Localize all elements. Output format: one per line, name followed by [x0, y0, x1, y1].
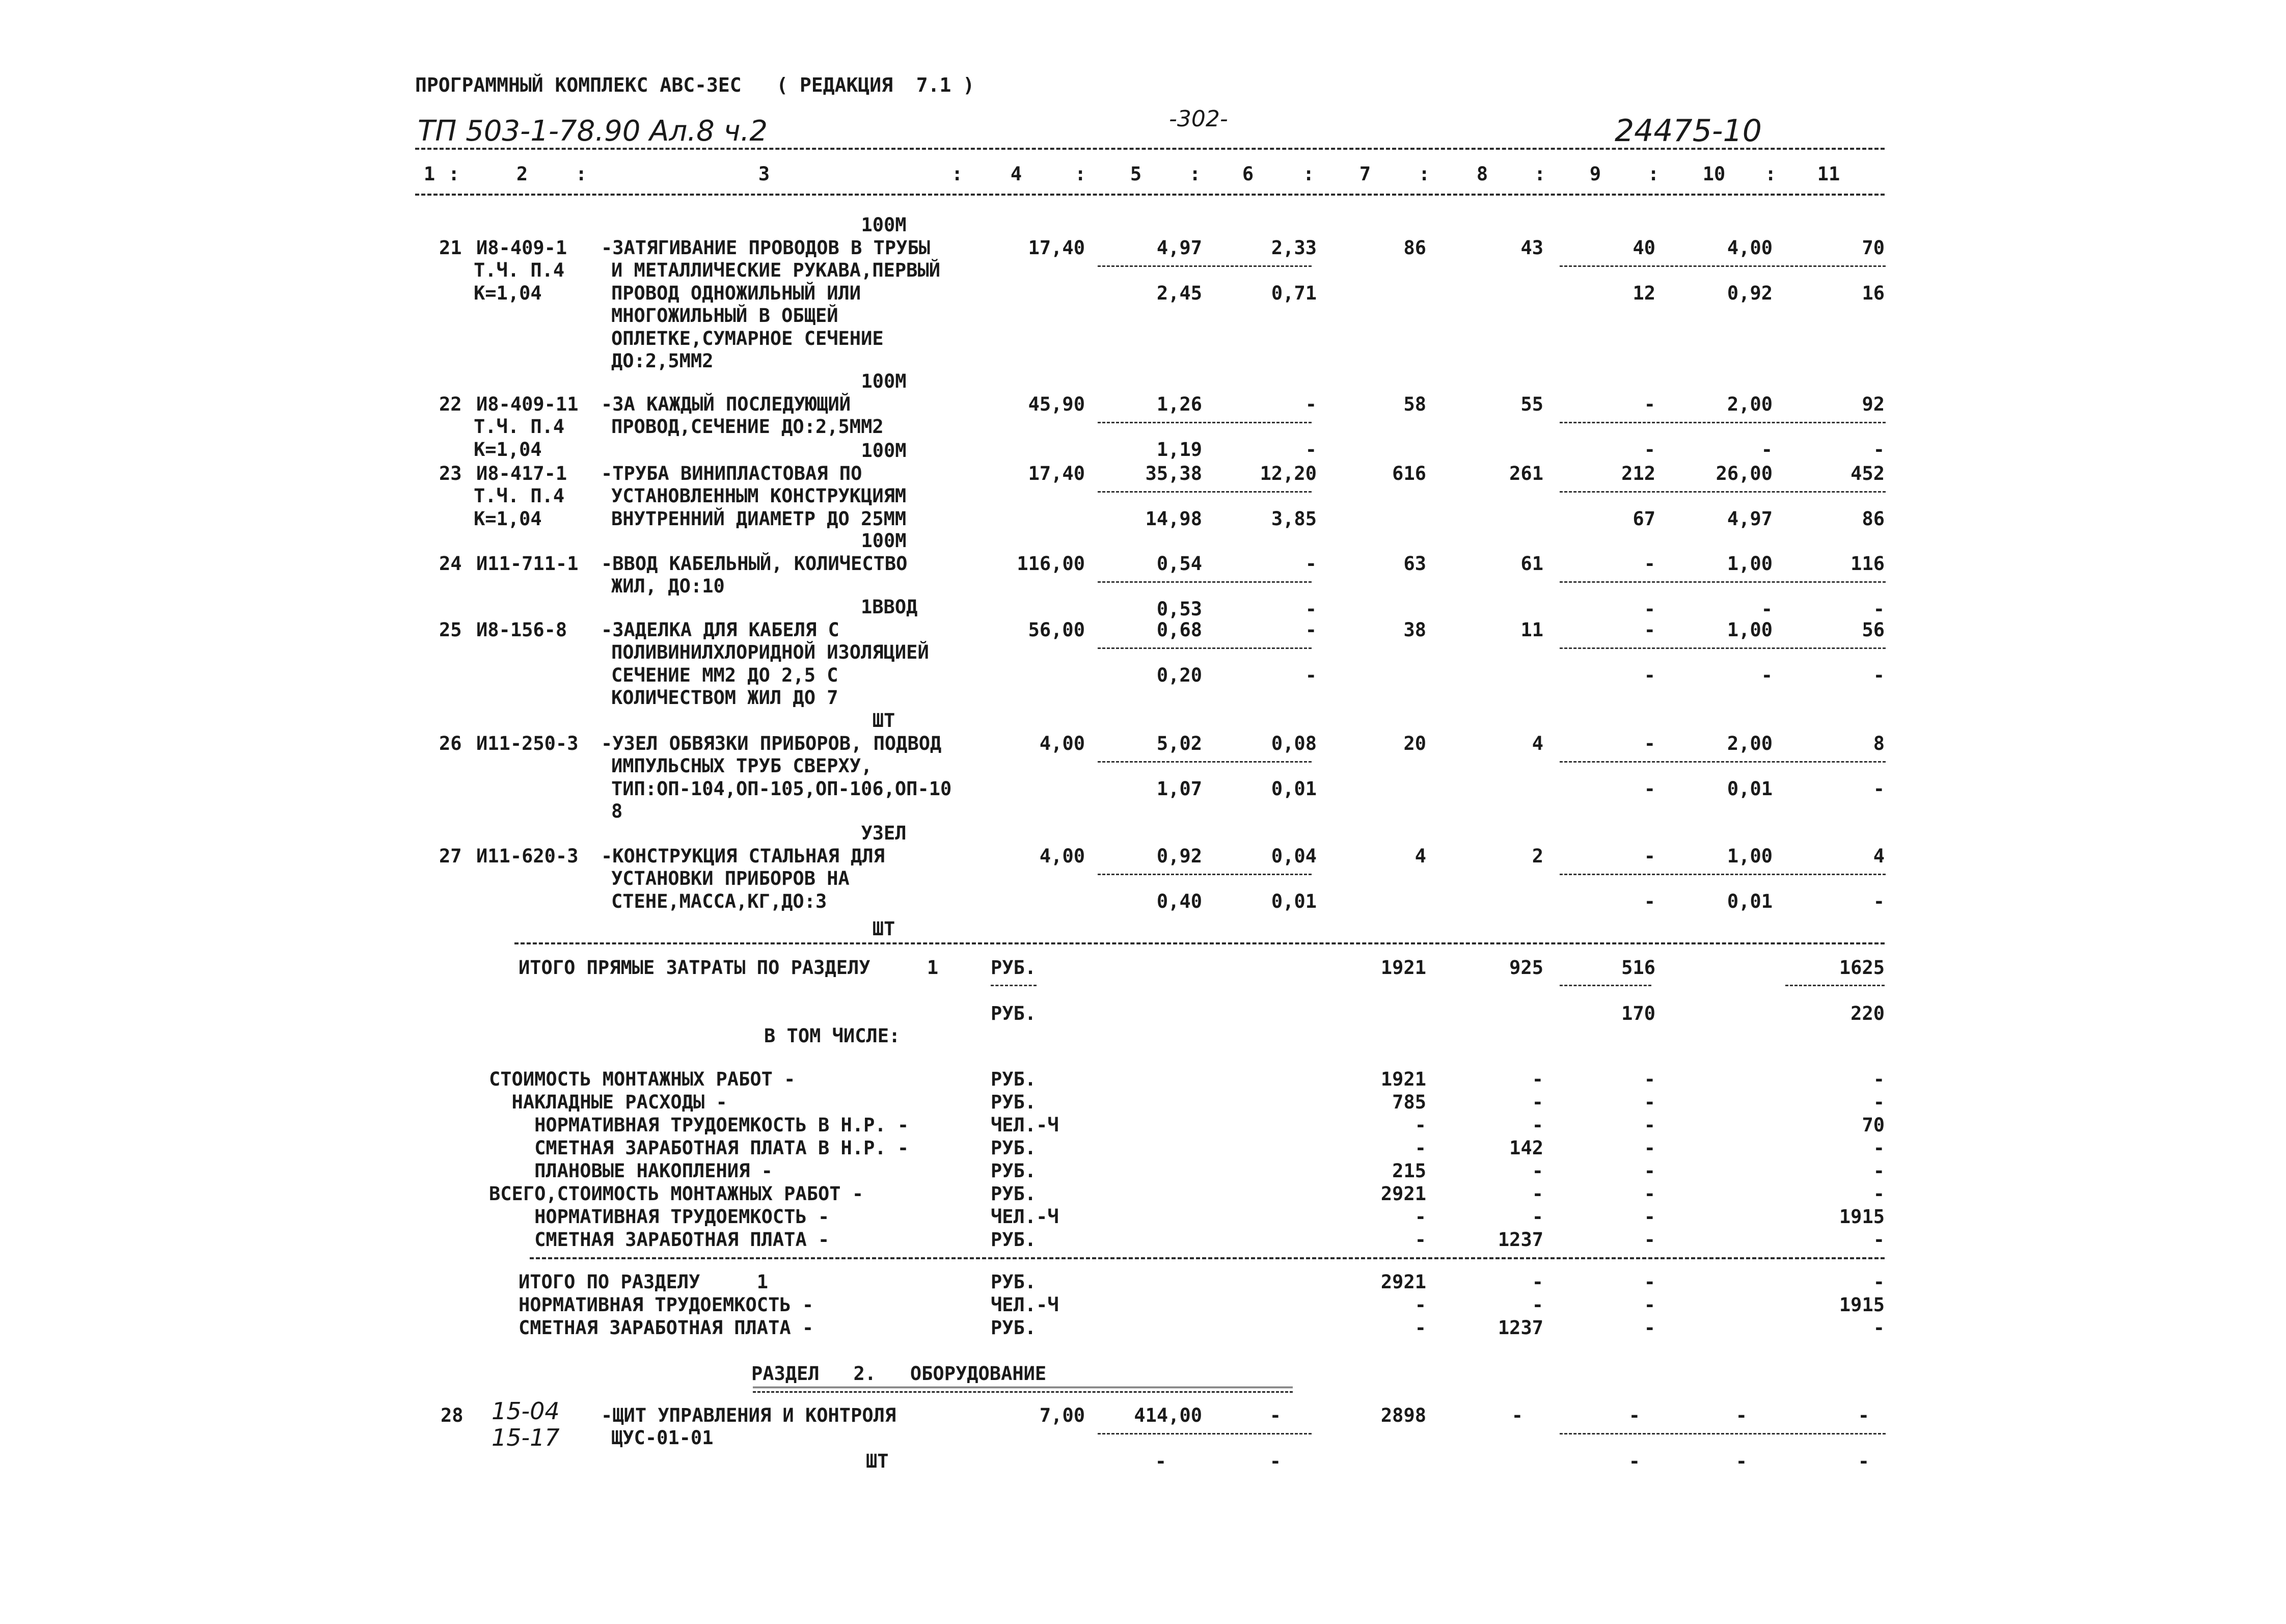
row-col11-b: - [1873, 664, 1885, 686]
row-unit: 1ВВОД [861, 596, 918, 618]
row-col6-b: - [1305, 598, 1317, 620]
col-header: 2 [516, 163, 528, 185]
col-separator: : [1765, 163, 1777, 185]
row-col5: 0,68 [1156, 618, 1202, 641]
row-col7: 2898 [1380, 1404, 1426, 1426]
summary-col11: - [1873, 1271, 1885, 1293]
summary-col8: - [1532, 1114, 1543, 1136]
summary-col9: - [1644, 1294, 1655, 1316]
col-separator: : [951, 163, 963, 185]
cell-rule [1098, 422, 1312, 423]
row-col10-b: - [1735, 1450, 1747, 1472]
row-unit: УЗЕЛ [861, 822, 907, 844]
row-col5: 1,26 [1156, 393, 1202, 415]
row-number: 26 [439, 732, 462, 754]
col-separator: : [1189, 163, 1201, 185]
row-col9: 212 [1621, 462, 1655, 484]
row-col5: 414,00 [1134, 1404, 1202, 1426]
row-code: И11-250-3 [476, 732, 579, 754]
col-separator: : [1648, 163, 1659, 185]
row-col8: 11 [1520, 618, 1543, 641]
cell-rule [1560, 422, 1886, 423]
header-rule [415, 148, 1885, 150]
row-col9-b: - [1628, 1450, 1640, 1472]
row-col7: 616 [1392, 462, 1426, 484]
summary-col11: 1915 [1839, 1206, 1885, 1228]
row-col4: 4,00 [1039, 732, 1085, 754]
summary-col9: - [1644, 1317, 1655, 1339]
row-desc-line: 8 [611, 800, 623, 822]
row-desc-line: -ТРУБА ВИНИПЛАСТОВАЯ ПО [601, 462, 862, 484]
summary-col7: - [1414, 1137, 1426, 1159]
summary-col7: - [1414, 1294, 1426, 1316]
itogo-col11: 1625 [1839, 957, 1885, 979]
summary-col9: - [1644, 1137, 1655, 1159]
cell-rule [1560, 491, 1886, 493]
cell-rule [1098, 265, 1312, 267]
row-col9: 40 [1632, 236, 1655, 259]
row-col8: 2 [1532, 845, 1543, 867]
row-col4: 45,90 [1028, 393, 1085, 415]
summary-col11: - [1873, 1068, 1885, 1090]
row-number: 28 [441, 1404, 464, 1426]
summary-col9: - [1644, 1183, 1655, 1205]
summary-col8: - [1532, 1068, 1543, 1090]
row-desc-line: ВНУТРЕННИЙ ДИАМЕТР ДО 25ММ [611, 507, 907, 530]
summary-col11: 1915 [1839, 1294, 1885, 1316]
row-code: И8-409-11 [476, 393, 579, 415]
summary-col8: 1237 [1498, 1317, 1543, 1339]
row-code-sub: К=1,04 [474, 282, 542, 304]
summary-col11: - [1873, 1229, 1885, 1251]
row-col6: - [1305, 618, 1317, 641]
row-desc-line: -ВВОД КАБЕЛЬНЫЙ, КОЛИЧЕСТВО [601, 552, 908, 575]
summary-col9: - [1644, 1114, 1655, 1136]
col-header: 5 [1130, 163, 1142, 185]
row-desc-line: СТЕНЕ,МАССА,КГ,ДО:3 [611, 890, 827, 912]
row-col6: - [1269, 1404, 1281, 1426]
summary-col8: 1237 [1498, 1229, 1543, 1251]
row-col8: 43 [1520, 236, 1543, 259]
row-col10: 1,00 [1727, 552, 1773, 575]
row-col11: - [1858, 1404, 1869, 1426]
cell-rule [1560, 761, 1886, 763]
row-desc-line: КОЛИЧЕСТВОМ ЖИЛ ДО 7 [611, 687, 838, 709]
row-col4: 116,00 [1017, 552, 1085, 575]
summary-unit: РУБ. [991, 1317, 1037, 1339]
col-header: 1 [423, 163, 436, 185]
row-col11-b: - [1873, 438, 1885, 461]
col-header: 6 [1242, 163, 1254, 185]
summary-unit: РУБ. [991, 1137, 1037, 1159]
cell-rule [1098, 761, 1312, 763]
row-col10: 26,00 [1716, 462, 1773, 484]
row-col4: 17,40 [1028, 236, 1085, 259]
row-col7: 4 [1414, 845, 1426, 867]
summary-col7: 785 [1392, 1091, 1426, 1113]
row-col9: - [1644, 393, 1655, 415]
summary-label: ВСЕГО,СТОИМОСТЬ МОНТАЖНЫХ РАБОТ - [489, 1183, 864, 1205]
col-header: 10 [1702, 163, 1726, 185]
summary-label: НОРМАТИВНАЯ ТРУДОЕМКОСТЬ - [519, 1294, 814, 1316]
itogo-unit-2: РУБ. [991, 1003, 1037, 1024]
row-code: И8-409-1 [476, 236, 567, 259]
row-code-sub: Т.Ч. П.4 [474, 416, 565, 438]
itogo-label: ИТОГО ПРЯМЫЕ ЗАТРАТЫ ПО РАЗДЕЛУ 1 [519, 957, 939, 979]
col-separator: : [576, 163, 587, 185]
row-code: И11-711-1 [476, 552, 579, 575]
row-col9-b: - [1644, 664, 1655, 686]
summary-col7: 215 [1392, 1160, 1426, 1182]
col-separator: : [1075, 163, 1086, 185]
itogo-col9-rule [1560, 985, 1651, 986]
row-col7: 20 [1403, 732, 1426, 754]
row-code-sub: К=1,04 [474, 507, 542, 530]
row-desc-line: -УЗЕЛ ОБВЯЗКИ ПРИБОРОВ, ПОДВОД [601, 732, 942, 754]
col-separator: : [1419, 163, 1430, 185]
row-col5-b: 2,45 [1156, 282, 1202, 304]
row-col6-b: 0,71 [1271, 282, 1317, 304]
summary-unit: РУБ. [991, 1068, 1037, 1090]
row-desc-line: УСТАНОВКИ ПРИБОРОВ НА [611, 868, 850, 889]
row-col6-b: 3,85 [1271, 507, 1317, 530]
row-number: 23 [439, 462, 462, 484]
row-col9: - [1644, 552, 1655, 575]
summary-col7: 2921 [1380, 1271, 1426, 1293]
row-col5: 35,38 [1145, 462, 1202, 484]
section2-underline [753, 1387, 1293, 1393]
row-desc-line: И МЕТАЛЛИЧЕСКИЕ РУКАВА,ПЕРВЫЙ [611, 259, 941, 281]
summary-unit: РУБ. [991, 1183, 1037, 1205]
row-unit: 100М [861, 530, 907, 552]
row-number: 22 [439, 393, 462, 415]
row-col11: 4 [1873, 845, 1885, 867]
row-col11: 56 [1862, 618, 1885, 641]
row-desc-line: ТИП:ОП-104,ОП-105,ОП-106,ОП-10 [611, 777, 952, 800]
summary-unit: РУБ. [991, 1091, 1037, 1113]
summary-col7: - [1414, 1317, 1426, 1339]
row-number: 27 [439, 845, 462, 867]
row-col10: 1,00 [1727, 845, 1773, 867]
row-col10: 2,00 [1727, 732, 1773, 754]
row-col5-b: 0,40 [1156, 890, 1202, 912]
summary-unit: РУБ. [991, 1271, 1037, 1293]
summary-unit: ЧЕЛ.-Ч [991, 1206, 1059, 1228]
row-col11-b: 16 [1862, 282, 1885, 304]
summary-label: НОРМАТИВНАЯ ТРУДОЕМКОСТЬ - [489, 1206, 830, 1228]
row-col9-b: - [1644, 438, 1655, 461]
summary-col8: - [1532, 1183, 1543, 1205]
summary-unit: РУБ. [991, 1160, 1037, 1182]
row-desc-line: ПОЛИВИНИЛХЛОРИДНОЙ ИЗОЛЯЦИЕЙ [611, 641, 929, 663]
row-col10-b: 0,92 [1727, 282, 1773, 304]
row-col9: - [1628, 1404, 1640, 1426]
header-rule-bottom [415, 194, 1885, 196]
row-col6-b: 0,01 [1271, 777, 1317, 800]
itogo-col8: 925 [1509, 957, 1543, 979]
row-col10: - [1735, 1404, 1747, 1426]
summary-label: СМЕТНАЯ ЗАРАБОТНАЯ ПЛАТА - [489, 1229, 830, 1251]
summary-col7: - [1414, 1206, 1426, 1228]
row-desc-line: ПРОВОД,СЕЧЕНИЕ ДО:2,5ММ2 [611, 416, 884, 438]
row-unit: 100М [861, 440, 907, 462]
row-col11-b: - [1858, 1450, 1869, 1472]
summary-col11: 70 [1862, 1114, 1885, 1136]
row-col8: 261 [1509, 462, 1543, 484]
row-col7: 58 [1403, 393, 1426, 415]
row-desc-line: -ЗА КАЖДЫЙ ПОСЛЕДУЮЩИЙ [601, 393, 851, 415]
summary-col11: - [1873, 1317, 1885, 1339]
col-separator: : [448, 163, 460, 185]
row-unit: 100М [861, 370, 907, 392]
summary-unit: РУБ. [991, 1229, 1037, 1251]
summary-unit: ЧЕЛ.-Ч [991, 1114, 1059, 1136]
cell-rule [1098, 647, 1312, 649]
row-col5: 0,92 [1156, 845, 1202, 867]
row-code: И8-417-1 [476, 462, 567, 484]
row-col4: 17,40 [1028, 462, 1085, 484]
cell-rule [1560, 265, 1886, 267]
row-col8: 4 [1532, 732, 1543, 754]
row-col10-b: 0,01 [1727, 890, 1773, 912]
row-col6-b: - [1269, 1450, 1281, 1472]
row-desc-line: МНОГОЖИЛЬНЫЙ В ОБЩЕЙ [611, 305, 838, 327]
summary-unit: ЧЕЛ.-Ч [991, 1294, 1059, 1316]
col-header: 11 [1817, 163, 1840, 185]
row-col5: 0,54 [1156, 552, 1202, 575]
program-title: ПРОГРАММНЫЙ КОМПЛЕКС АВС-ЗЕС ( РЕДАКЦИЯ 7.1 ) [415, 74, 975, 96]
row-col10: 4,00 [1727, 236, 1773, 259]
row-col6-b: - [1305, 438, 1317, 461]
row-code-sub: Т.Ч. П.4 [474, 259, 565, 281]
cell-rule [1098, 491, 1312, 493]
row-col6: - [1305, 552, 1317, 575]
row-code-alt: 15-17 [492, 1424, 560, 1451]
col-header: 9 [1589, 163, 1601, 185]
row-number: 25 [439, 618, 462, 641]
row-col5-b: 14,98 [1145, 507, 1202, 530]
summary-label: СМЕТНАЯ ЗАРАБОТНАЯ ПЛАТА В Н.Р. - [489, 1137, 909, 1159]
row-col11-b: 86 [1862, 507, 1885, 530]
row-desc-line: ИМПУЛЬСНЫХ ТРУБ СВЕРХУ, [611, 755, 873, 777]
row-col10-b: - [1761, 664, 1773, 686]
row-col8: - [1511, 1404, 1523, 1426]
row-col9-b: 12 [1632, 282, 1655, 304]
itogo-unit: РУБ. [991, 957, 1037, 979]
row-number: 24 [439, 552, 462, 575]
row-desc-line: -ЗАТЯГИВАНИЕ ПРОВОДОВ В ТРУБЫ [601, 236, 931, 259]
row-col6-b: 0,01 [1271, 890, 1317, 912]
row-code-sub: К=1,04 [474, 438, 542, 461]
project-code: ТП 503-1-78.90 Ал.8 ч.2 [418, 115, 768, 148]
row-desc-line: ДО:2,5ММ2 [611, 350, 714, 372]
row-col6: - [1305, 393, 1317, 415]
row-code: И8-156-8 [476, 618, 567, 641]
summary-col7: - [1414, 1114, 1426, 1136]
row-rule [1098, 1433, 1312, 1434]
summary-col8: - [1532, 1091, 1543, 1113]
col-header: 3 [758, 163, 770, 185]
row-col7: 86 [1403, 236, 1426, 259]
row-col10: 1,00 [1727, 618, 1773, 641]
itogo-col9-b: 170 [1621, 1003, 1655, 1024]
summary-col9: - [1644, 1271, 1655, 1293]
row-col10-b: 0,01 [1727, 777, 1773, 800]
row-col9-b: 67 [1632, 507, 1655, 530]
row-col7: 63 [1403, 552, 1426, 575]
row-unit: 100М [861, 214, 907, 236]
cell-rule [1560, 647, 1886, 649]
summary-col11: - [1873, 1183, 1885, 1205]
row-code: 15-04 [492, 1397, 560, 1425]
row-col8: 55 [1520, 393, 1543, 415]
row-rule [1560, 1433, 1886, 1434]
cell-rule [1098, 581, 1312, 583]
row-col5-b: 0,20 [1156, 664, 1202, 686]
summary-col11: - [1873, 1091, 1885, 1113]
row-desc-line: ЩУС-01-01 [611, 1427, 714, 1449]
summary-col9: - [1644, 1229, 1655, 1251]
page-number: -302- [1169, 106, 1228, 132]
row-col5-b: 0,53 [1156, 598, 1202, 620]
cell-rule [1560, 581, 1886, 583]
row-col9-b: - [1644, 598, 1655, 620]
row-col10-b: 4,97 [1727, 507, 1773, 530]
summary-col7: - [1414, 1229, 1426, 1251]
row-col6: 0,08 [1271, 732, 1317, 754]
summary-col8: 142 [1509, 1137, 1543, 1159]
row-col11: 8 [1873, 732, 1885, 754]
summary-label: НОРМАТИВНАЯ ТРУДОЕМКОСТЬ В Н.Р. - [489, 1114, 909, 1136]
summary-col9: - [1644, 1091, 1655, 1113]
row-col10-b: - [1761, 598, 1773, 620]
row-desc-line: СЕЧЕНИЕ ММ2 ДО 2,5 С [611, 664, 838, 686]
row-col9: - [1644, 732, 1655, 754]
row-col5: 5,02 [1156, 732, 1202, 754]
summary-col8: - [1532, 1271, 1543, 1293]
summary-label: СТОИМОСТЬ МОНТАЖНЫХ РАБОТ - [489, 1068, 796, 1090]
summary-col9: - [1644, 1068, 1655, 1090]
cell-rule [1560, 874, 1886, 875]
row-col9-b: - [1644, 777, 1655, 800]
itogo-col7: 1921 [1380, 957, 1426, 979]
row-col9-b: - [1644, 890, 1655, 912]
row-col6: 0,04 [1271, 845, 1317, 867]
row-number: 21 [439, 236, 462, 259]
section2-title: РАЗДЕЛ 2. ОБОРУДОВАНИЕ [751, 1363, 1047, 1385]
summary-label: НАКЛАДНЫЕ РАСХОДЫ - [489, 1091, 727, 1113]
row-col11: 116 [1850, 552, 1885, 575]
summary-col9: - [1644, 1160, 1655, 1182]
row-col7: 38 [1403, 618, 1426, 641]
cell-rule [1098, 874, 1312, 875]
row-desc-line: -ЩИТ УПРАВЛЕНИЯ И КОНТРОЛЯ [601, 1404, 896, 1426]
summary-label: СМЕТНАЯ ЗАРАБОТНАЯ ПЛАТА - [519, 1317, 814, 1339]
row-col10: 2,00 [1727, 393, 1773, 415]
row-code-sub: Т.Ч. П.4 [474, 485, 565, 507]
row-col5-b: 1,07 [1156, 777, 1202, 800]
row-col5: 4,97 [1156, 236, 1202, 259]
itogo-col9: 516 [1621, 957, 1655, 979]
row-col11: 452 [1850, 462, 1885, 484]
row-col11: 70 [1862, 236, 1885, 259]
row-unit: ШТ [866, 1450, 889, 1472]
col-separator: : [1534, 163, 1546, 185]
summary-col8: - [1532, 1206, 1543, 1228]
row-desc-line: -ЗАДЕЛКА ДЛЯ КАБЕЛЯ С [601, 618, 839, 641]
summary-col7: 2921 [1380, 1183, 1426, 1205]
row-col11-b: - [1873, 598, 1885, 620]
section-rule [514, 942, 1885, 944]
row-col11-b: - [1873, 777, 1885, 800]
row-desc-line: -КОНСТРУКЦИЯ СТАЛЬНАЯ ДЛЯ [601, 845, 885, 867]
row-desc-line: ПРОВОД ОДНОЖИЛЬНЫЙ ИЛИ [611, 282, 861, 304]
row-col11: 92 [1862, 393, 1885, 415]
document-number: 24475-10 [1615, 113, 1762, 149]
row-col11-b: - [1873, 890, 1885, 912]
row-desc-line: ЖИЛ, ДО:10 [611, 575, 725, 597]
summary-col8: - [1532, 1294, 1543, 1316]
row-col5-b: - [1155, 1450, 1166, 1472]
including-label: В ТОМ ЧИСЛЕ: [764, 1025, 901, 1047]
row-col9: - [1644, 618, 1655, 641]
row-col6-b: - [1305, 664, 1317, 686]
row-col6: 12,20 [1260, 462, 1317, 484]
row-desc-line: ОПЛЕТКЕ,СУМАРНОЕ СЕЧЕНИЕ [611, 327, 884, 349]
row-code: И11-620-3 [476, 845, 579, 867]
summary-col7: 1921 [1380, 1068, 1426, 1090]
itogo-col11-b: 220 [1850, 1003, 1885, 1024]
summary-label: ИТОГО ПО РАЗДЕЛУ 1 [519, 1271, 769, 1293]
summary-rule [530, 1257, 1885, 1259]
row-unit: ШТ [872, 918, 895, 940]
col-header: 4 [1010, 163, 1022, 185]
row-col5-b: 1,19 [1156, 438, 1202, 461]
row-col4: 4,00 [1039, 845, 1085, 867]
itogo-unit-rule [991, 985, 1037, 986]
row-desc-line: УСТАНОВЛЕННЫМ КОНСТРУКЦИЯМ [611, 485, 907, 507]
row-col4: 7,00 [1039, 1404, 1085, 1426]
row-unit: ШТ [872, 710, 895, 732]
itogo-col11-rule [1785, 985, 1885, 986]
summary-label: ПЛАНОВЫЕ НАКОПЛЕНИЯ - [489, 1160, 773, 1182]
row-col4: 56,00 [1028, 618, 1085, 641]
col-separator: : [1303, 163, 1315, 185]
summary-col11: - [1873, 1137, 1885, 1159]
col-header: 8 [1476, 163, 1488, 185]
row-col8: 61 [1520, 552, 1543, 575]
summary-col8: - [1532, 1160, 1543, 1182]
row-col9: - [1644, 845, 1655, 867]
summary-col11: - [1873, 1160, 1885, 1182]
col-header: 7 [1359, 163, 1371, 185]
row-col10-b: - [1761, 438, 1773, 461]
row-col6: 2,33 [1271, 236, 1317, 259]
summary-col9: - [1644, 1206, 1655, 1228]
